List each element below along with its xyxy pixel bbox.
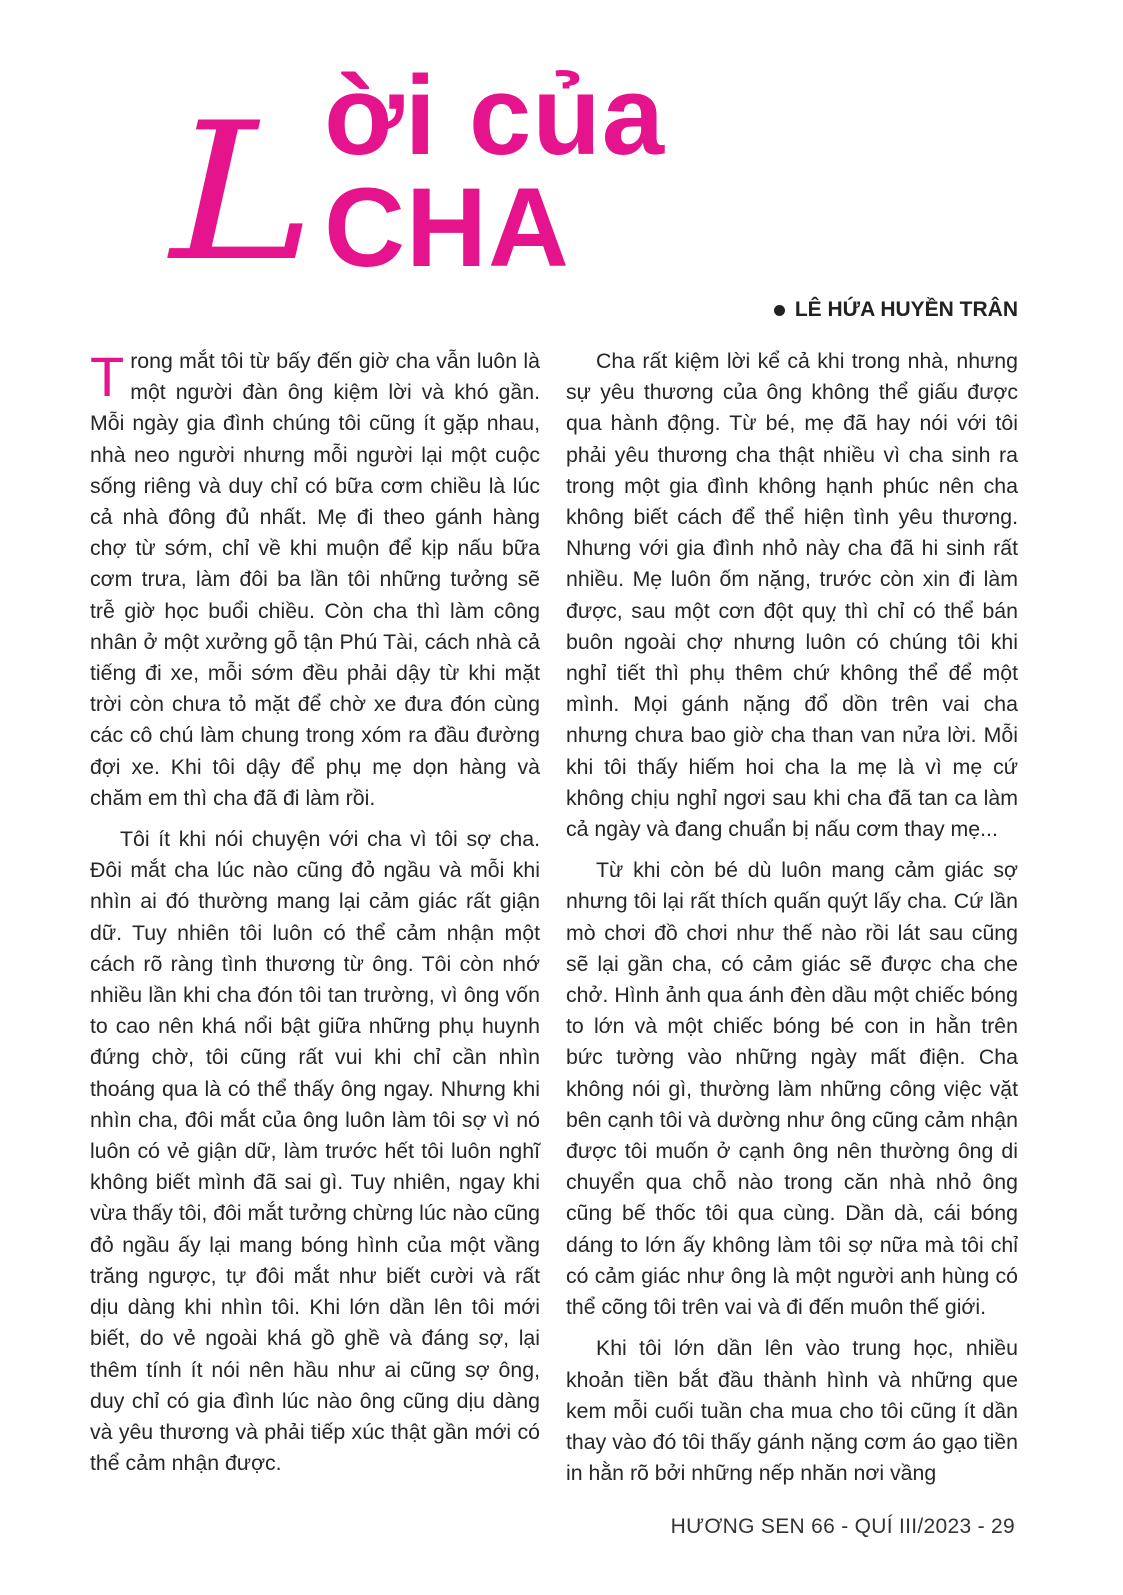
- title-script-initial: L: [170, 82, 316, 303]
- author-byline: [774, 298, 1018, 322]
- bullet-icon: [774, 305, 785, 316]
- paragraph: [90, 346, 540, 814]
- paragraph: Tôi ít khi nói chuyện với cha vì tôi sợ cha. Đôi mắt cha lúc nào cũng đỏ ngầu và mỗi khi nhìn ai đó thường mang lại cảm giác rất giận dữ. Tuy nhiên tôi luôn có thể cảm nhận một cách rõ ràng tình thương từ ông. Tôi còn nhớ nhiều lần khi cha đón tôi tan trường, vì ông vốn to cao nên khá nổi bật giữa những phụ huynh đứng chờ, tôi cũng rất vui khi chỉ cần nhìn thoáng qua là có thể thấy ông ngay. Nhưng khi nhìn cha, đôi mắt của ông luôn làm tôi sợ vì nó luôn có vẻ giận dữ, làm trước hết tôi luôn nghĩ không biết mình đã sai gì. Tuy nhiên, ngay khi vừa thấy tôi, đôi mắt tưởng chừng lúc nào cũng đỏ ngầu ấy lại mang bóng hình của một vầng trăng ngược, tự đôi mắt như biết cười và rất dịu dàng khi nhìn tôi. Khi lớn dần lên tôi mới biết, do vẻ ngoài khá gồ ghề và đáng sợ, lại thêm tính ít nói nên hầu như ai cũng sợ ông, duy chỉ có gia đình lúc nào ông cũng dịu dàng và yêu thương và phải tiếp xúc thật gần mới có thể cảm nhận được.: [90, 827, 540, 1476]
- left-column: [90, 346, 540, 1489]
- article-title: [170, 53, 940, 303]
- paragraph-text: rong mắt tôi từ bấy đến giờ cha vẫn luôn là một người đàn ông kiệm lời và khó gần. Mỗi ngày gia đình chúng tôi cũng ít gặp nhau, nhà neo người nhưng mỗi người lại một cuộc sống riêng và duy chỉ có bữa cơm chiều là lúc cả nhà đông đủ nhất. Mẹ đi theo gánh hàng chợ từ sớm, chỉ về khi muộn để kịp nấu bữa cơm trưa, làm đôi ba lần tôi những tưởng sẽ trễ giờ học buổi chiều. Còn cha thì làm công nhân ở một xưởng gỗ tận Phú Tài, cách nhà cả tiếng đi xe, mỗi sớm đều phải dậy từ khi mặt trời còn chưa tỏ mặt để chờ xe đưa đón cùng các cô chú làm chung trong xóm ra đầu đường đợi xe. Khi tôi dậy để phụ mẹ dọn hàng và chăm em thì cha đã đi làm rồi.: [90, 349, 540, 810]
- page-footer: HƯƠNG SEN 66 - QUÍ III/2023 - 29: [670, 1515, 1015, 1538]
- right-column: [566, 346, 1018, 1499]
- paragraph: Khi tôi lớn dần lên vào trung học, nhiều khoản tiền bắt đầu thành hình và những que kem mỗi cuối tuần cha mua cho tôi cũng ít dần thay vào đó tôi thấy gánh nặng cơm áo gạo tiền in hằn rõ bởi những nếp nhăn nơi vầng: [566, 1336, 1018, 1486]
- drop-cap: T: [90, 345, 125, 408]
- paragraph: Từ khi còn bé dù luôn mang cảm giác sợ nhưng tôi lại rất thích quấn quýt lấy cha. Cứ lần mò chơi đồ chơi như thế nào rồi lát sau cũng sẽ lại gần cha, có cảm giác sẽ được cha che chở. Hình ảnh qua ánh đèn dầu một chiếc bóng to lớn và một chiếc bóng bé con in hằn trên bức tường vào những ngày mất điện. Cha không nói gì, thường làm những công việc vặt bên cạnh tôi và dường như ông cũng cảm nhận được tôi muốn ở cạnh ông nên thường ông di chuyển qua chỗ nào trong căn nhà nhỏ ông cũng bế thốc tôi qua cùng. Dần dà, cái bóng dáng to lớn ấy không làm tôi sợ nữa mà tôi chỉ có cảm giác như ông là một người anh hùng có thể cõng tôi trên vai và đi đến muôn thế giới.: [566, 858, 1018, 1320]
- paragraph: Cha rất kiệm lời kể cả khi trong nhà, nhưng sự yêu thương của ông không thể giấu được qua hành động. Từ bé, mẹ đã hay nói với tôi phải yêu thương cha thật nhiều vì cha sinh ra trong một gia đình không hạnh phúc nên cha không biết cách để thể hiện tình yêu thương. Nhưng với gia đình nhỏ này cha đã hi sinh rất nhiều. Mẹ luôn ốm nặng, trước còn xin đi làm được, sau một cơn đột quỵ thì chỉ có thể bán buôn ngoài chợ nhưng luôn có chúng tôi khi nghỉ tiết thì phụ thêm chứ không thể để một mình. Mọi gánh nặng đổ dồn trên vai cha nhưng chưa bao giờ cha than van nửa lời. Mỗi khi tôi thấy hiếm hoi cha la mẹ là vì mẹ cứ không chịu nghỉ ngơi sau khi cha đã tan ca làm cả ngày và đang chuẩn bị nấu cơm thay mẹ...: [566, 349, 1018, 842]
- author-name: LÊ HỨA HUYỀN TRÂN: [794, 298, 1018, 321]
- title-text: ời của CHA: [324, 53, 666, 290]
